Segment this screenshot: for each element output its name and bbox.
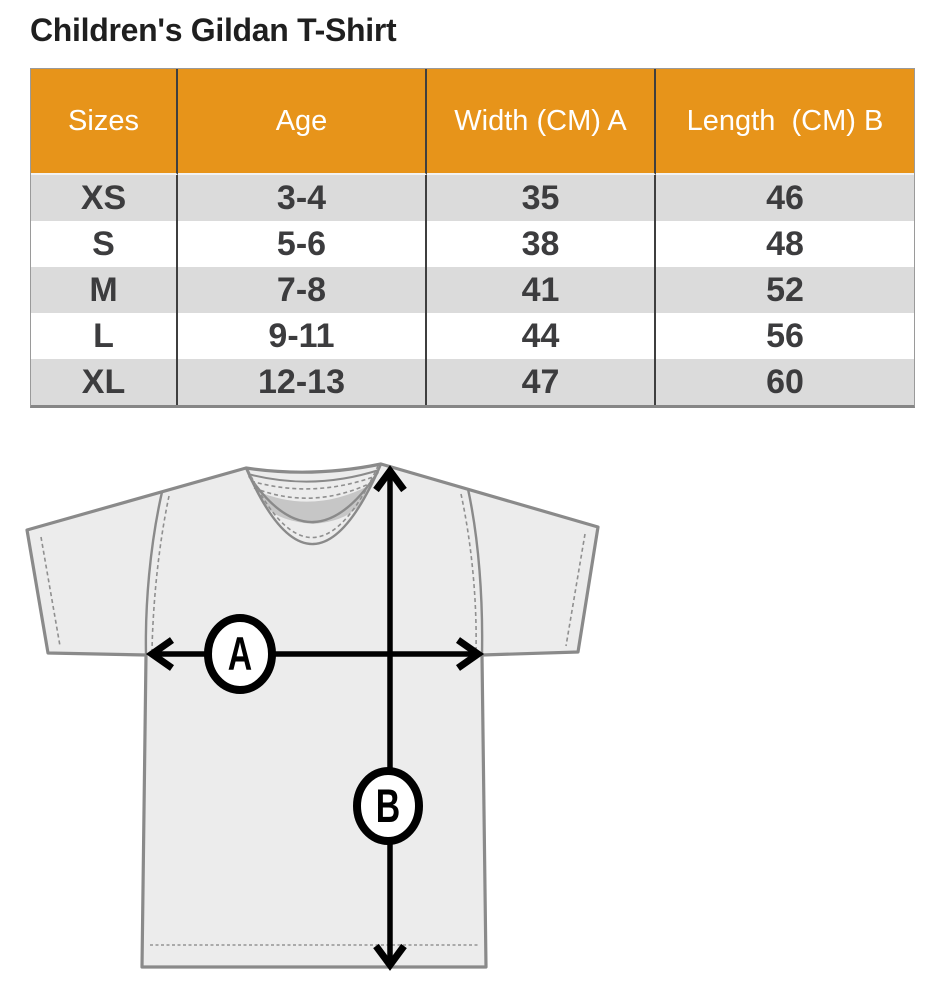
- age-cell: 12-13: [178, 359, 427, 405]
- col-header-width: Width (CM) A: [427, 69, 656, 175]
- size-chart-body: [31, 175, 914, 405]
- length-cell: 46: [656, 175, 914, 221]
- table-row: [31, 313, 914, 359]
- size-chart-header: [31, 69, 914, 175]
- age-cell: 3-4: [178, 175, 427, 221]
- width-cell: 47: [427, 359, 656, 405]
- size-cell: S: [31, 221, 178, 267]
- size-cell: XS: [31, 175, 178, 221]
- length-cell: 52: [656, 267, 914, 313]
- age-cell: 9-11: [178, 313, 427, 359]
- size-cell: L: [31, 313, 178, 359]
- col-header-length: Length (CM) B: [656, 69, 914, 175]
- table-row: [31, 267, 914, 313]
- header-row: [31, 69, 914, 175]
- length-label-letter: B: [375, 779, 401, 833]
- age-cell: 5-6: [178, 221, 427, 267]
- page-title: Children's Gildan T-Shirt: [30, 12, 397, 48]
- width-cell: 44: [427, 313, 656, 359]
- tshirt-outline: [27, 464, 598, 967]
- col-header-age: Age: [178, 69, 427, 175]
- length-label: [376, 780, 400, 833]
- size-cell: XL: [31, 359, 178, 405]
- table-row: [31, 359, 914, 405]
- width-cell: 38: [427, 221, 656, 267]
- table-row: [31, 221, 914, 267]
- width-label: [228, 628, 252, 681]
- length-cell: 60: [656, 359, 914, 405]
- width-cell: 41: [427, 267, 656, 313]
- length-cell: 56: [656, 313, 914, 359]
- size-chart-table: [30, 68, 915, 408]
- age-cell: 7-8: [178, 267, 427, 313]
- size-cell: M: [31, 267, 178, 313]
- width-label-letter: A: [227, 627, 253, 681]
- table-row: [31, 175, 914, 221]
- width-cell: 35: [427, 175, 656, 221]
- tshirt-measurement-diagram: [0, 430, 660, 985]
- col-header-sizes: Sizes: [31, 69, 178, 175]
- length-cell: 48: [656, 221, 914, 267]
